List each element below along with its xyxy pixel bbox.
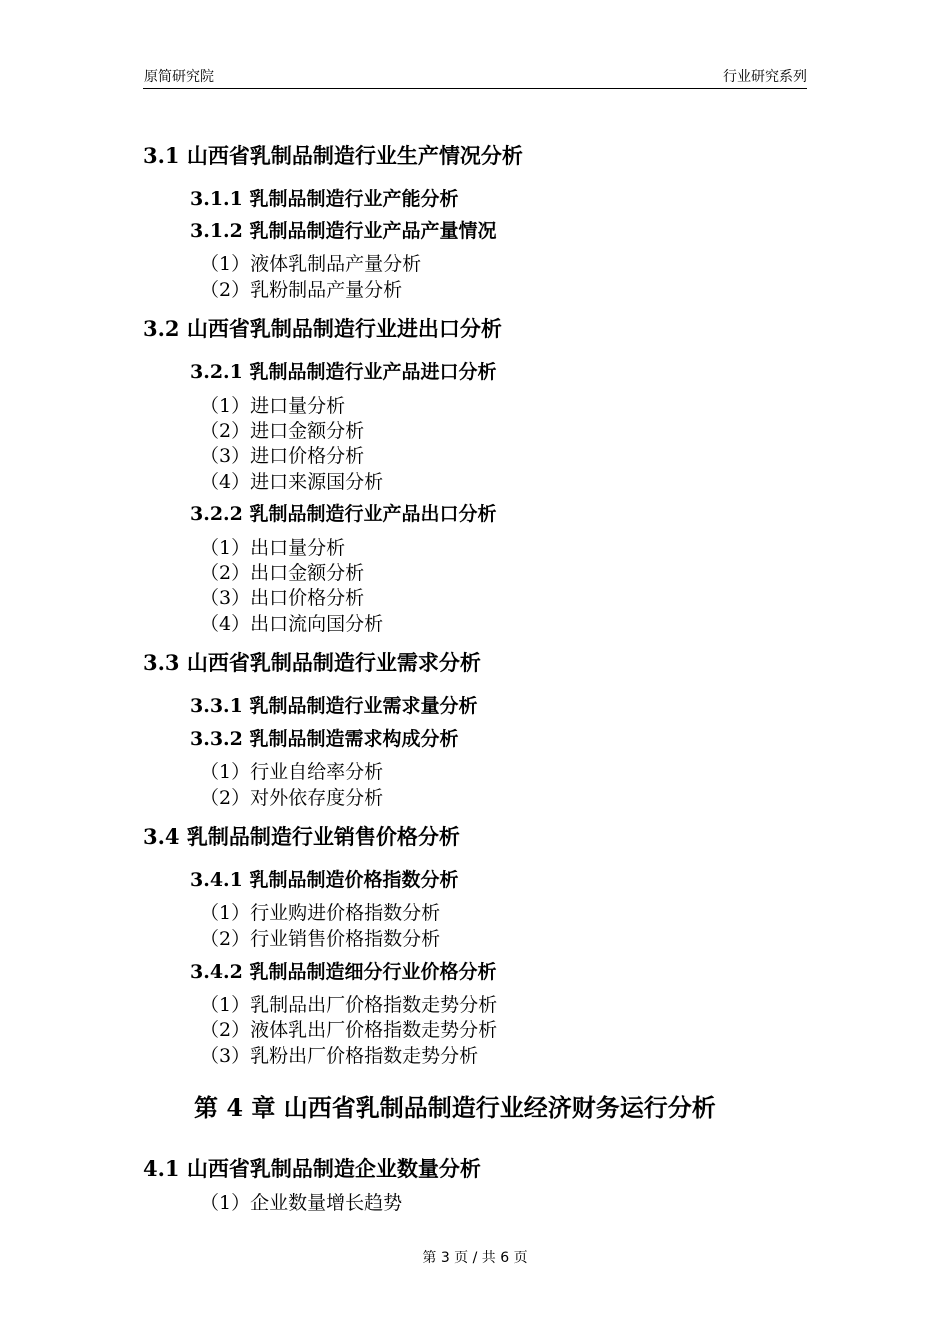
toc-item: （4）进口来源国分析 [200,471,384,493]
chapter-heading: 第 4 章 山西省乳制品制造行业经济财务运行分析 [194,1093,716,1122]
section-heading: 3.1 山西省乳制品制造行业生产情况分析 [143,143,523,168]
toc-item: （2）液体乳出厂价格指数走势分析 [200,1019,498,1041]
toc-item: （2）乳粉制品产量分析 [200,279,403,301]
toc-item: （3）出口价格分析 [200,587,365,609]
subsection-heading: 3.3.1 乳制品制造行业需求量分析 [190,695,478,717]
toc-item: （1）企业数量增长趋势 [200,1192,403,1214]
toc-item: （2）进口金额分析 [200,420,365,442]
toc-item: （2）行业销售价格指数分析 [200,928,441,950]
section-heading: 3.4 乳制品制造行业销售价格分析 [143,824,460,849]
subsection-heading: 3.4.2 乳制品制造细分行业价格分析 [190,961,497,983]
subsection-heading: 3.3.2 乳制品制造需求构成分析 [190,728,459,750]
subsection-heading: 3.1.2 乳制品制造行业产品产量情况 [190,220,497,242]
header-organization: 原简研究院 [144,69,214,85]
toc-item: （1）出口量分析 [200,537,346,559]
header-series: 行业研究系列 [723,69,807,85]
page-number: 第 3 页 / 共 6 页 [422,1250,528,1266]
toc-item: （1）液体乳制品产量分析 [200,253,422,275]
section-heading: 3.2 山西省乳制品制造行业进出口分析 [143,316,502,341]
toc-item: （4）出口流向国分析 [200,613,384,635]
section-heading: 3.3 山西省乳制品制造行业需求分析 [143,650,481,675]
toc-item: （1）行业自给率分析 [200,761,384,783]
toc-item: （3）进口价格分析 [200,445,365,467]
toc-item: （3）乳粉出厂价格指数走势分析 [200,1045,479,1067]
section-heading: 4.1 山西省乳制品制造企业数量分析 [143,1156,481,1181]
toc-item: （2）对外依存度分析 [200,787,384,809]
toc-item: （2）出口金额分析 [200,562,365,584]
subsection-heading: 3.1.1 乳制品制造行业产能分析 [190,188,459,210]
toc-item: （1）进口量分析 [200,395,346,417]
toc-item: （1）行业购进价格指数分析 [200,902,441,924]
subsection-heading: 3.4.1 乳制品制造价格指数分析 [190,869,459,891]
subsection-heading: 3.2.1 乳制品制造行业产品进口分析 [190,361,497,383]
subsection-heading: 3.2.2 乳制品制造行业产品出口分析 [190,503,497,525]
header-rule [143,88,807,89]
toc-item: （1）乳制品出厂价格指数走势分析 [200,994,498,1016]
